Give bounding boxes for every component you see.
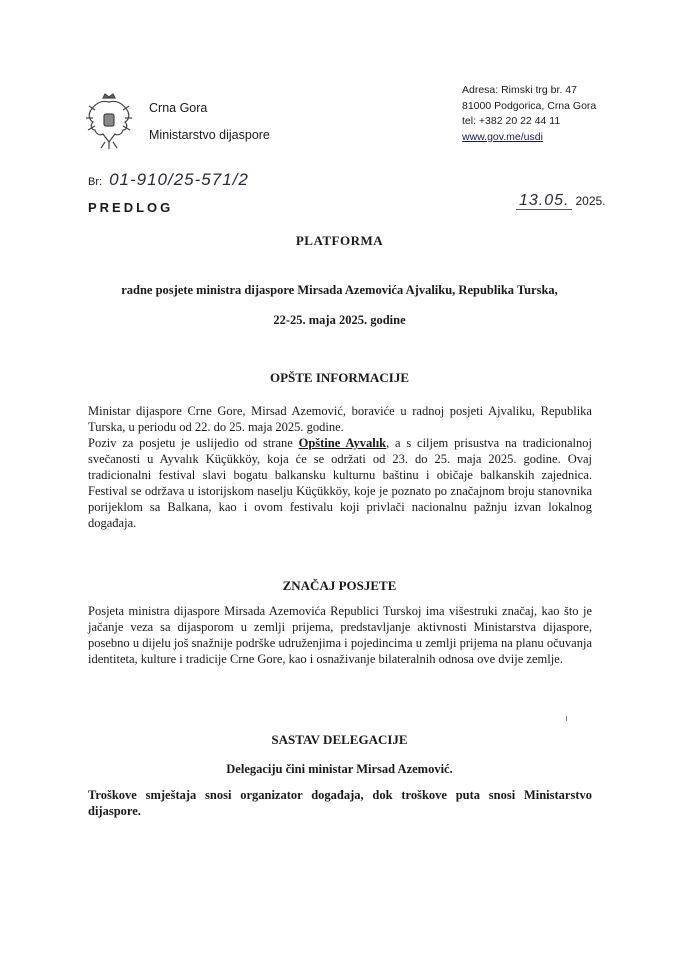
document-subtitle: radne posjete ministra dijaspore Mirsada Azemovića Ajvaliku, Republika Turska, (121, 283, 558, 297)
address-city: 81000 Podgorica, Crna Gora (462, 99, 597, 112)
heading-general-info: OPŠTE INFORMACIJE (269, 370, 410, 385)
visit-dates: 22-25. maja 2025. godine (273, 313, 406, 327)
paragraph-text: Poziv za posjetu je uslijedio od strane (88, 436, 299, 450)
stray-mark (566, 716, 567, 721)
reference-label: Br: (88, 176, 103, 188)
paragraph-general-1: Ministar dijaspore Crne Gore, Mirsad Azemović, boraviće u radnoj posjeti Ajvaliku, Republika Turska, u periodu od 22. do 25. maja 2025. godine. (88, 404, 592, 434)
address-phone: tel: +382 20 22 44 11 (462, 115, 561, 127)
document-date (516, 192, 606, 210)
country-name: Crna Gora (149, 101, 208, 115)
reference-number (88, 170, 249, 190)
organizer-name: Opštine Ayvalık (298, 436, 387, 450)
heading-significance: ZNAČAJ POSJETE (282, 578, 397, 593)
document-status: PREDLOG (88, 200, 174, 215)
delegation-members: Delegaciju čini ministar Mirsad Azemović. (226, 762, 453, 776)
paragraph-significance: Posjeta ministra dijaspore Mirsada Azemovića Republici Turskoj ima višestruki značaj, kao što je jačanje veza sa dijasporom u zemlji prijema, predstavljanje aktivnosti Ministarstva dijaspore, posebno u dijelu još snažnije podrške udruženjima i pojedincima u zemlji prijema na planu očuvanja identiteta, kulture i tradicije Crne Gore, kao i osnaživanje bilateralnih odnosa ove dvije zemlje. (88, 604, 592, 666)
address-line: Adresa: Rimski trg br. 47 (462, 84, 577, 96)
reference-handwritten: 01-910/25-571/2 (109, 170, 249, 189)
paragraph-costs: Troškove smještaja snosi organizator događaja, dok troškove puta snosi Ministarstvo dijaspore. (88, 788, 592, 818)
website-link[interactable]: www.gov.me/usdi (462, 130, 543, 143)
ministry-name: Ministarstvo dijaspore (149, 128, 270, 142)
date-handwritten: 13.05. (516, 192, 572, 210)
date-year: 2025. (575, 194, 606, 208)
document-title: PLATFORMA (295, 233, 384, 248)
coat-of-arms-icon (83, 92, 135, 152)
paragraph-general-2 (88, 435, 592, 531)
ministry-address (462, 83, 596, 145)
paragraph-text: , a s ciljem prisustva na tradicionalnoj svečanosti u Ayvalık Küçükköy, koja će se održati od 23. do 25. maja 2025. godine. Ovaj tradicionalni festival slavi bogatu balkansku kulturnu baštinu i običaje balkanskih zajednica. Festival se održava u istorijskom naselju Küçükköy, koje je poznato po značajnom broju stanovnika porijeklom sa Balkana, kao i ovom festivalu koji privlači nacionalnu pažnju izvan lokalnog događaja. (88, 436, 592, 530)
heading-delegation: SASTAV DELEGACIJE (271, 732, 408, 747)
